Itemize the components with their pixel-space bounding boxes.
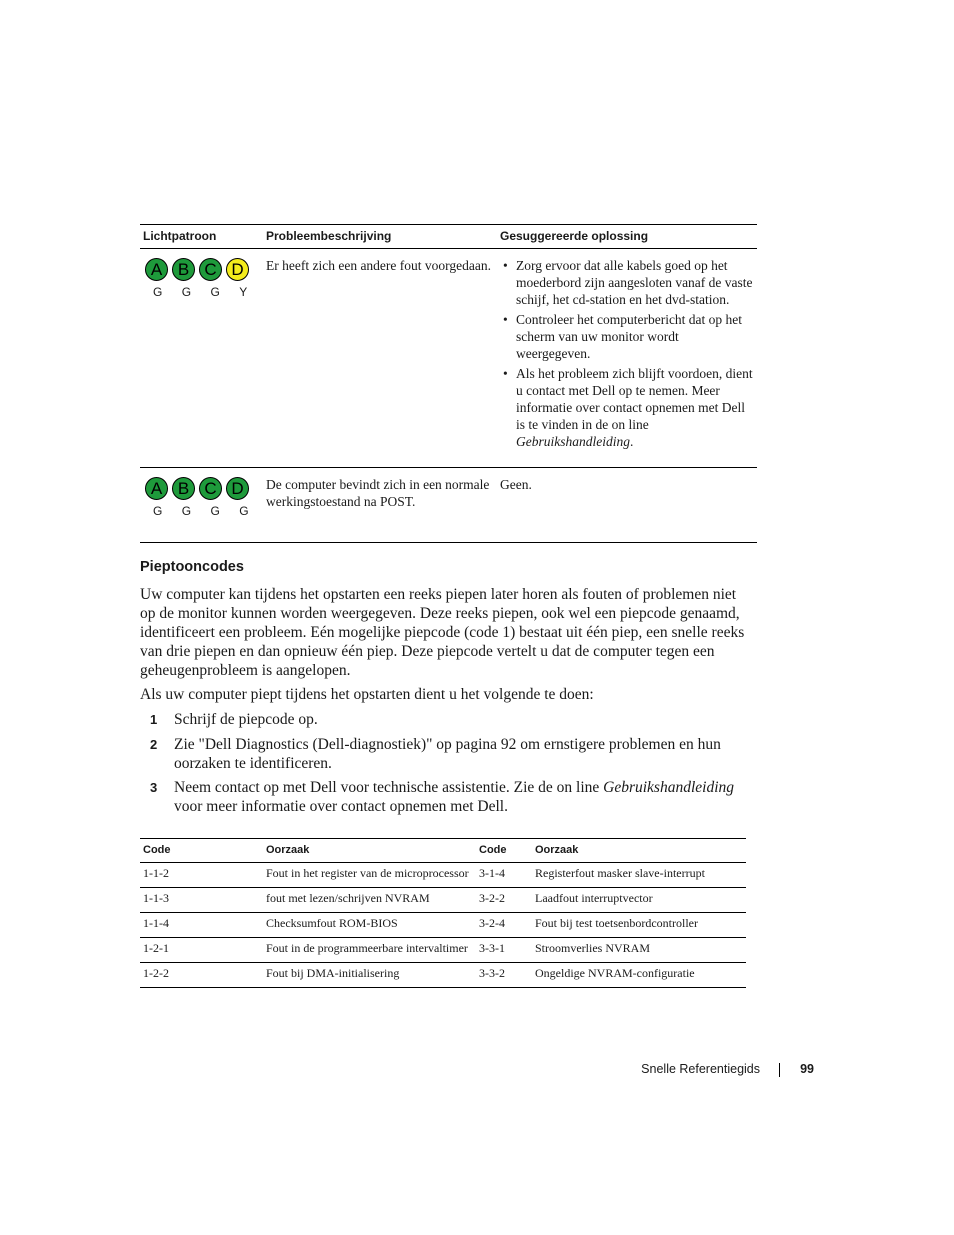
beep-cause: Laadfout interruptvector (532, 888, 746, 913)
section-heading: Pieptooncodes (140, 559, 244, 575)
solution-item (516, 365, 754, 450)
step-text: Schrijf de piepcode op. (174, 711, 318, 728)
problem-description: De computer bevindt zich in een normale werkingstoestand na POST. (263, 468, 497, 543)
light-c-icon: C (199, 477, 222, 500)
intro-paragraph: Uw computer kan tijdens het opstarten een reeks piepen later horen als fouten of problemen niet op de monitor kunnen worden weergegeven. Deze reeks piepen, ook wel een piepcode genaamd, identificeert een probleem. Eén mogelijke piepcode (code 1) bestaat uit één piep, een snelle reeks van drie piepen en dan opnieuw één piep. Deze piepcode vertelt u dat de computer tegen een geheugenprobleem is aangelopen. (140, 586, 745, 679)
problem-description: Er heeft zich een andere fout voorgedaan. (263, 249, 497, 468)
beep-cause: Registerfout masker slave-interrupt (532, 863, 746, 888)
solution-item: • Zorg ervoor dat alle kabels goed op het moederbord zijn aangesloten vanaf de vaste schijf, het cd-station en het dvd-station. (516, 257, 754, 308)
table-row (140, 888, 746, 913)
beep-code: 3-3-2 (476, 963, 532, 988)
manual-reference: Gebruikshandleiding (603, 779, 735, 796)
beep-code: 1-1-2 (140, 863, 263, 888)
solution-item: • Controleer het computerbericht dat op het scherm van uw monitor wordt weergegeven. (516, 311, 754, 362)
diagnostic-lights (145, 258, 260, 281)
footer-title: Snelle Referentiegids (641, 1062, 760, 1076)
light-b-icon: B (172, 258, 195, 281)
light-pattern-cell (140, 468, 263, 543)
step-item (150, 710, 755, 729)
beep-code: 1-2-1 (140, 938, 263, 963)
beep-cause: Checksumfout ROM-BIOS (263, 913, 476, 938)
beep-code: 3-2-2 (476, 888, 532, 913)
light-code: Y (239, 285, 248, 299)
diagnostic-lights (145, 477, 260, 500)
page-number: 99 (800, 1062, 814, 1076)
step-text (174, 778, 755, 816)
beep-cause: Fout bij DMA-initialisering (263, 963, 476, 988)
step-item (150, 735, 755, 773)
light-code: G (210, 504, 220, 518)
beep-code: 3-1-4 (476, 863, 532, 888)
beep-code: 3-2-4 (476, 913, 532, 938)
column-header: Oorzaak (263, 839, 476, 863)
light-code: G (153, 504, 163, 518)
table-row (140, 863, 746, 888)
table-header-row (140, 839, 746, 863)
step-number: 3 (150, 780, 158, 795)
beep-cause: Fout bij test toetsenbordcontroller (532, 913, 746, 938)
column-header: Oorzaak (532, 839, 746, 863)
footer-divider (779, 1063, 780, 1077)
beep-cause: Ongeldige NVRAM-configuratie (532, 963, 746, 988)
light-code: G (210, 285, 220, 299)
step-text-end: voor meer informatie over contact opnemen met Dell. (174, 798, 508, 815)
light-a-icon: A (145, 477, 168, 500)
table-header-row (140, 225, 757, 249)
light-pattern-table (140, 224, 757, 543)
light-pattern-cell (140, 249, 263, 468)
light-color-codes (145, 284, 260, 301)
light-d-icon: D (226, 477, 249, 500)
column-header: Code (140, 839, 263, 863)
light-color-codes (145, 503, 260, 520)
light-code: G (153, 285, 163, 299)
column-header: Gesuggereerde oplossing (497, 225, 757, 249)
step-number: 2 (150, 737, 158, 752)
beep-code-table (140, 838, 746, 988)
beep-cause: Fout in de programmeerbare intervaltimer (263, 938, 476, 963)
beep-cause: Stroomverlies NVRAM (532, 938, 746, 963)
step-number: 1 (150, 712, 158, 727)
page-footer (560, 1062, 814, 1080)
light-c-icon: C (199, 258, 222, 281)
column-header: Code (476, 839, 532, 863)
light-d-icon: D (226, 258, 249, 281)
light-a-icon: A (145, 258, 168, 281)
suggested-solution: Geen. (497, 468, 757, 543)
beep-code: 1-2-2 (140, 963, 263, 988)
beep-code: 3-3-1 (476, 938, 532, 963)
beep-cause: Fout in het register van de microprocessor (263, 863, 476, 888)
column-header: Lichtpatroon (140, 225, 263, 249)
step-item (150, 778, 755, 816)
step-text: Zie "Dell Diagnostics (Dell-diagnostiek)" op pagina 92 om ernstigere problemen en hun oorzaken te identificeren. (174, 736, 721, 772)
light-b-icon: B (172, 477, 195, 500)
beep-cause: fout met lezen/schrijven NVRAM (263, 888, 476, 913)
table-row (140, 468, 757, 543)
table-row (140, 938, 746, 963)
table-row (140, 913, 746, 938)
manual-reference: Gebruikshandleiding (516, 434, 630, 449)
light-code: G (181, 504, 192, 518)
solution-text: Als het probleem zich blijft voordoen, dient u contact met Dell op te nemen. Meer informatie over contact opnemen met Dell is te vinden in de on line (516, 366, 753, 432)
light-code: G (181, 285, 192, 299)
table-row (140, 249, 757, 468)
column-header: Probleembeschrijving (263, 225, 497, 249)
table-row (140, 963, 746, 988)
instruction-paragraph: Als uw computer piept tijdens het opstarten dient u het volgende te doen: (140, 686, 594, 703)
light-code: G (239, 504, 249, 518)
suggested-solution (497, 249, 757, 468)
beep-code: 1-1-4 (140, 913, 263, 938)
beep-code: 1-1-3 (140, 888, 263, 913)
solution-text-end: . (630, 434, 634, 449)
step-text-start: Neem contact op met Dell voor technische assistentie. Zie de on line (174, 779, 604, 796)
solution-list (500, 257, 754, 450)
